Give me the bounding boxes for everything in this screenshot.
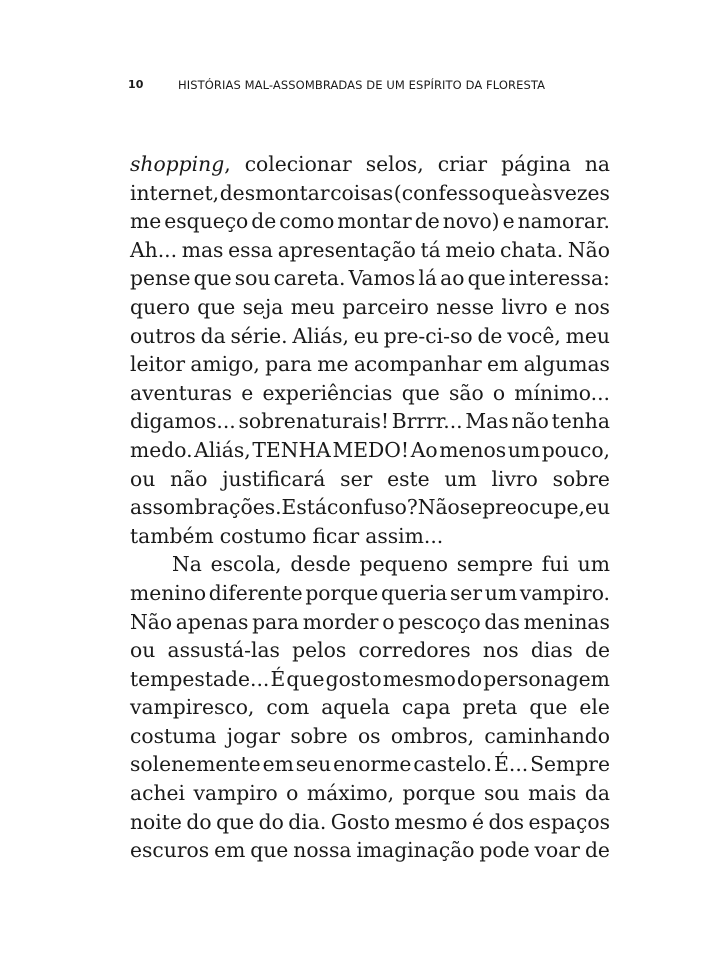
text-line: internet, desmontar coisas (confesso que às vezes	[130, 180, 610, 205]
body-text	[130, 150, 610, 865]
text-line: também costumo ficar assim...	[130, 523, 444, 548]
text-line: solenemente em seu enorme castelo. É... Sempre	[130, 752, 610, 777]
running-title: HISTÓRIAS MAL-ASSOMBRADAS DE UM ESPÍRITO DA FLORESTA	[178, 78, 546, 92]
text-line: escuros em que nossa imaginação pode voar de	[130, 838, 610, 863]
text-line: Ah... mas essa apresentação tá meio chata. Não	[130, 237, 610, 262]
text-line: vampiresco, com aquela capa preta que ele	[130, 695, 610, 720]
text-line: tempestade... É que gosto mesmo do personagem	[130, 666, 610, 691]
text-line: ou assustá-las pelos corredores nos dias de	[130, 638, 610, 663]
text-line: shopping, colecionar selos, criar página na	[130, 152, 610, 176]
text-line: Não apenas para morder o pescoço das meninas	[130, 609, 610, 634]
text-line: achei vampiro o máximo, porque sou mais da	[130, 781, 610, 806]
text-line: me esqueço de como montar de novo) e namorar.	[130, 209, 610, 234]
text-line: noite do que do dia. Gosto mesmo é dos espaços	[130, 809, 610, 834]
text-line: digamos... sobrenaturais! Brrrr... Mas não tenha	[130, 409, 610, 434]
text-line: aventuras e experiências que são o mínimo...	[130, 380, 610, 405]
text-line: ou não justificará ser este um livro sobre	[130, 466, 610, 491]
text-line: menino diferente porque queria ser um vampiro.	[130, 580, 610, 605]
page-number: 10	[128, 78, 144, 91]
text-line: costuma jogar sobre os ombros, caminhando	[130, 723, 610, 748]
running-header	[128, 78, 608, 98]
text-line: Na escola, desde pequeno sempre fui um	[172, 552, 610, 577]
text-line: assombrações. Está confuso? Não se preocupe, eu	[130, 495, 611, 520]
text-line: leitor amigo, para me acompanhar em algumas	[130, 352, 610, 377]
text-line: outros da série. Aliás, eu pre-ci-so de você, meu	[130, 323, 610, 348]
text-line: pense que sou careta. Vamos lá ao que interessa:	[130, 266, 610, 291]
text-line: medo. Aliás, TENHA MEDO! Ao menos um pouco,	[130, 437, 610, 462]
text-line: quero que seja meu parceiro nesse livro e nos	[130, 294, 610, 319]
